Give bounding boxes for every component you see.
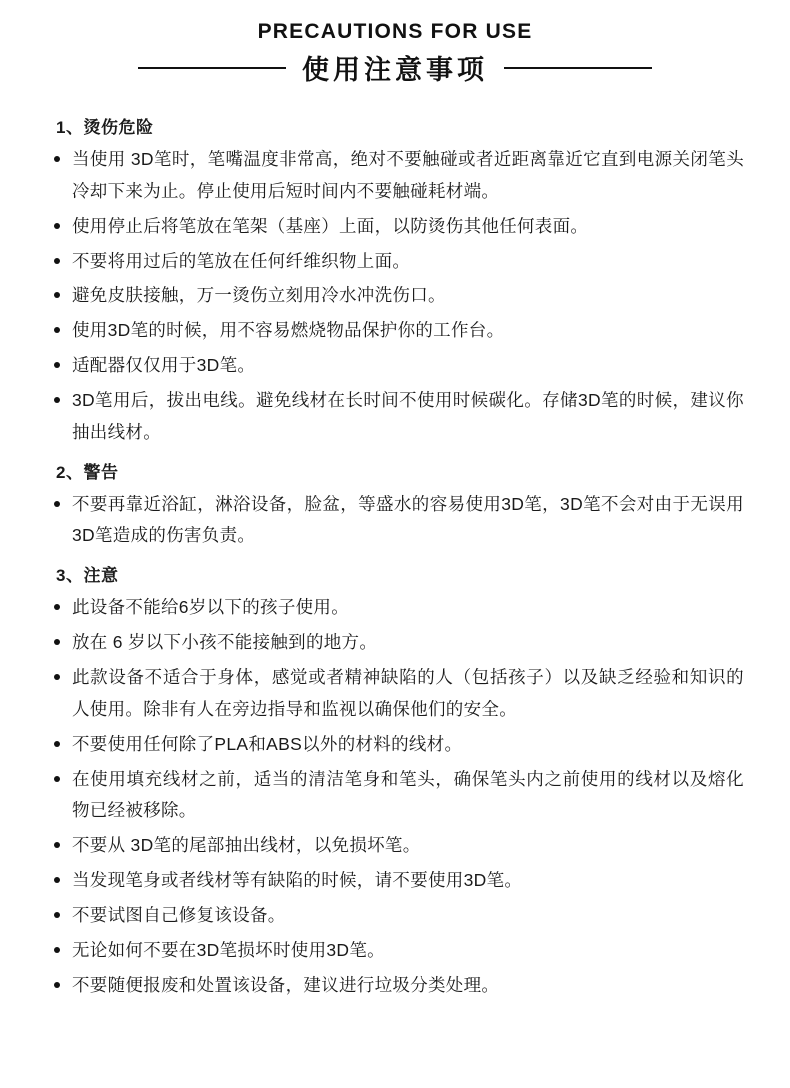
list-item: 不要从 3D笔的尾部抽出线材，以免损坏笔。: [46, 830, 744, 862]
list-item: 避免皮肤接触，万一烫伤立刻用冷水冲洗伤口。: [46, 280, 744, 312]
section-attention: [46, 561, 744, 1001]
section-list: [46, 592, 744, 1001]
list-item: 不要将用过后的笔放在任何纤维织物上面。: [46, 246, 744, 278]
section-warning: [46, 458, 744, 553]
section-heading: 1、烫伤危险: [56, 118, 154, 137]
list-item: 不要再靠近浴缸，淋浴设备，脸盆，等盛水的容易使用3D笔，3D笔不会对由于无误用3D笔造成的伤害负责。: [46, 489, 744, 553]
list-item: 放在 6 岁以下小孩不能接触到的地方。: [46, 627, 744, 659]
list-item: 不要随便报废和处置该设备，建议进行垃圾分类处理。: [46, 970, 744, 1002]
list-item: 不要试图自己修复该设备。: [46, 900, 744, 932]
list-item: 使用3D笔的时候，用不容易燃烧物品保护你的工作台。: [46, 315, 744, 347]
page-title-english: PRECAUTIONS FOR USE: [257, 20, 533, 43]
list-item: 当使用 3D笔时，笔嘴温度非常高，绝对不要触碰或者近距离靠近它直到电源关闭笔头冷却下来为止。停止使用后短时间内不要触碰耗材端。: [46, 144, 744, 208]
title-rule-right: [504, 67, 652, 69]
section-heading: 2、警告: [56, 462, 119, 482]
list-item: 适配器仅仅用于3D笔。: [46, 350, 744, 382]
list-item: 使用停止后将笔放在笔架（基座）上面，以防烫伤其他任何表面。: [46, 211, 744, 243]
page-title-chinese-row: [46, 48, 744, 87]
section-list: [46, 489, 744, 553]
list-item: 在使用填充线材之前，适当的清洁笔身和笔头，确保笔头内之前使用的线材以及熔化物已经被移除。: [46, 764, 744, 828]
list-item: 不要使用任何除了PLA和ABS以外的材料的线材。: [46, 729, 744, 761]
title-rule-left: [138, 67, 286, 69]
list-item: 此款设备不适合于身体，感觉或者精神缺陷的人（包括孩子）以及缺乏经验和知识的人使用。除非有人在旁边指导和监视以确保他们的安全。: [46, 662, 744, 726]
list-item: 当发现笔身或者线材等有缺陷的时候，请不要使用3D笔。: [46, 865, 744, 897]
section-list: [46, 144, 744, 449]
section-heading: 3、注意: [56, 566, 119, 586]
list-item: 无论如何不要在3D笔损坏时使用3D笔。: [46, 935, 744, 967]
page-title-chinese: 使用注意事项: [302, 55, 488, 85]
list-item: 3D笔用后，拔出电线。避免线材在长时间不使用时候碳化。存储3D笔的时候，建议你抽出线材。: [46, 385, 744, 449]
list-item: 此设备不能给6岁以下的孩子使用。: [46, 592, 744, 624]
section-burn-hazard: [46, 113, 744, 449]
